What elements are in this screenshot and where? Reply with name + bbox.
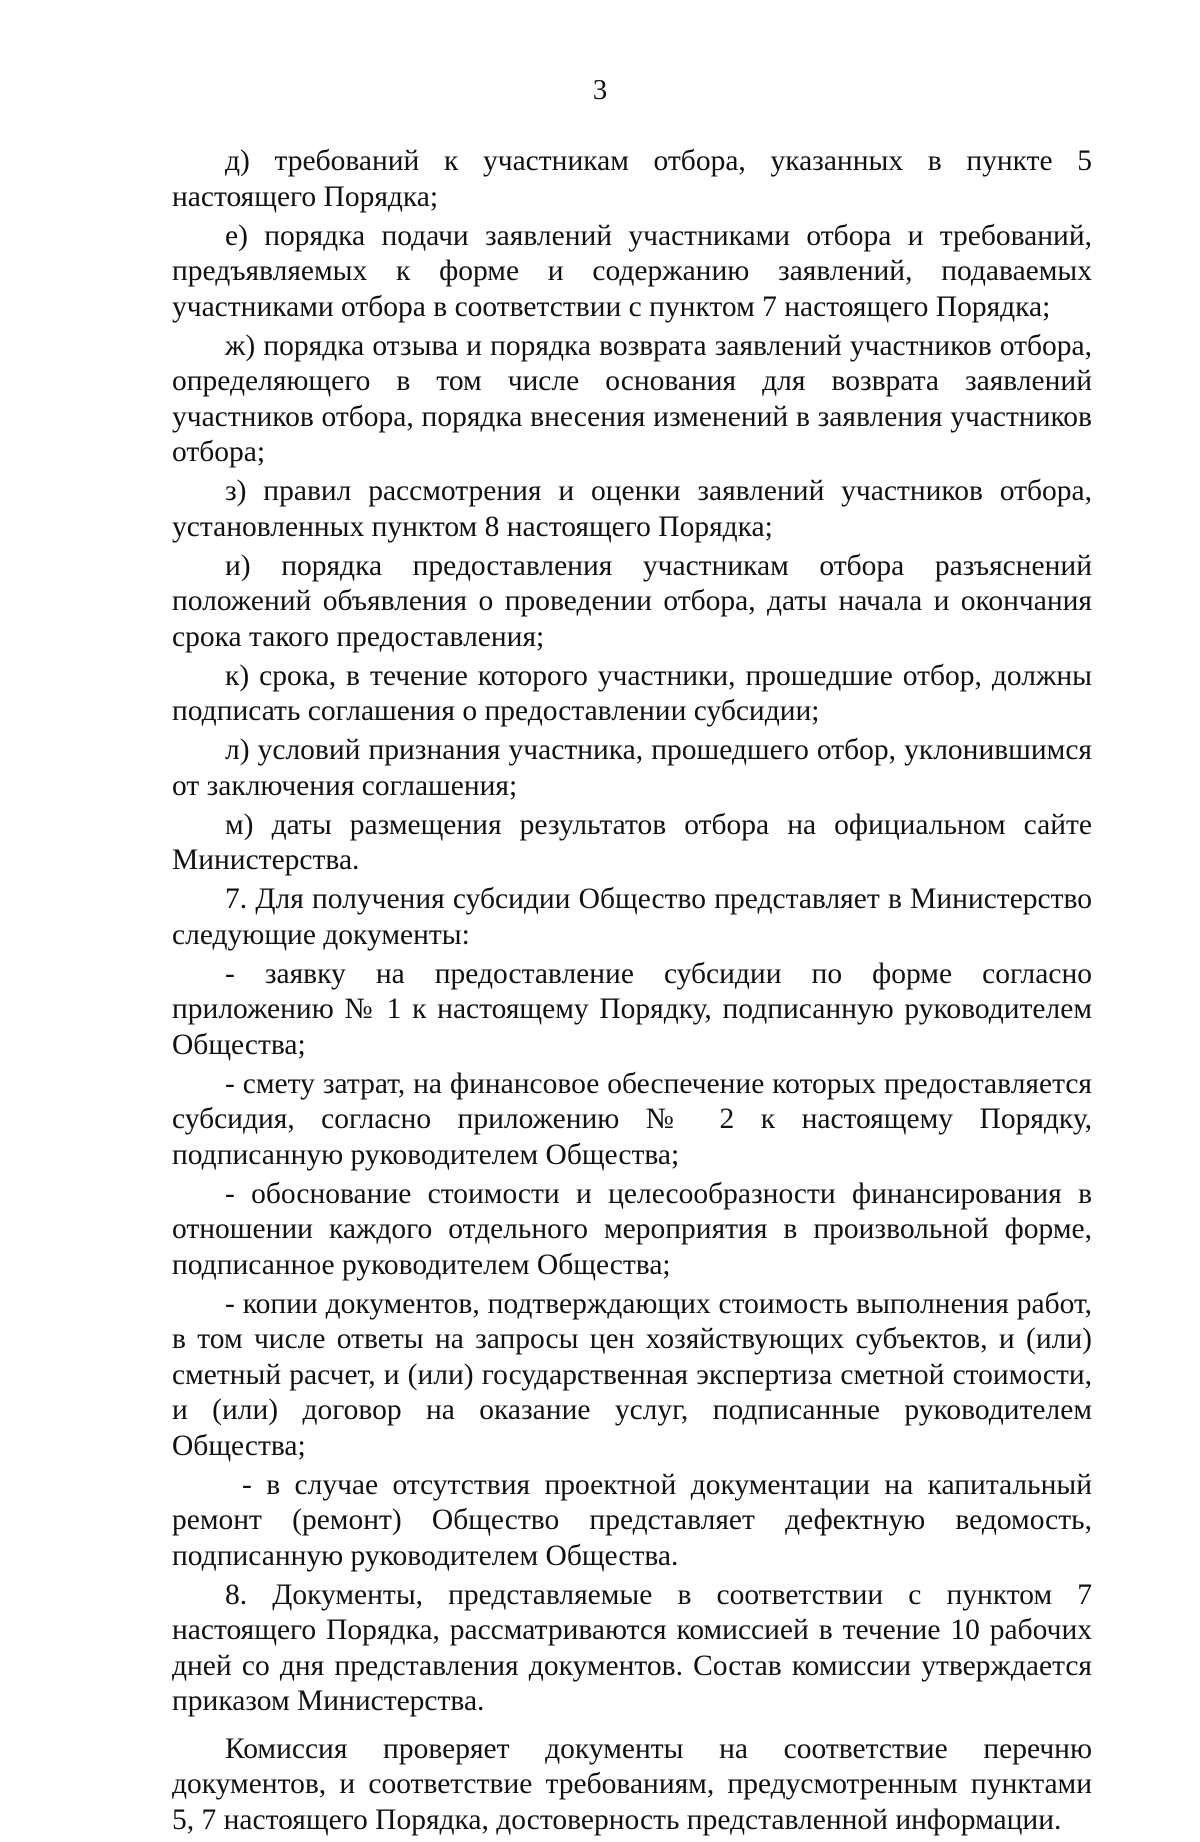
document-list-item-copies: - копии документов, подтверждающих стоимость выполнения работ, в том числе ответы на запросы цен хозяйствующих субъектов, и (или) сметный расчет, и (или) государственная экспертиза сметной стоимости, и (или) договор на оказание услуг, подписанные руководителем Общества; xyxy=(172,1287,1092,1462)
paragraph-item-z: з) правил рассмотрения и оценки заявлений участников отбора, установленных пунктом 8 настоящего Порядка; xyxy=(172,475,1092,543)
document-body xyxy=(172,144,1092,1842)
paragraph-item-m: м) даты размещения результатов отбора на официальном сайте Министерства. xyxy=(172,808,1092,876)
document-list-item-application: - заявку на предоставление субсидии по форме согласно приложению № 1 к настоящему Порядку, подписанную руководителем Общества; xyxy=(172,957,1092,1061)
paragraph-commission-check: Комиссия проверяет документы на соответствие перечню документов, и соответствие требованиям, предусмотренным пунктами 5, 7 настоящего Порядка, достоверность представленной информации. xyxy=(172,1732,1092,1836)
document-list-item-cost-estimate: - смету затрат, на финансовое обеспечение которых предоставляется субсидия, согласно приложению № 2 к настоящему Порядку, подписанную руководителем Общества; xyxy=(172,1067,1092,1171)
paragraph-item-zh: ж) порядка отзыва и порядка возврата заявлений участников отбора, определяющего в том числе основания для возврата заявлений участников отбора, порядка внесения изменений в заявления участников отбора; xyxy=(172,329,1092,468)
document-list-item-justification: - обоснование стоимости и целесообразности финансирования в отношении каждого отдельного мероприятия в произвольной форме, подписанное руководителем Общества; xyxy=(172,1177,1092,1281)
document-list-item-defect-statement: - в случае отсутствия проектной документации на капитальный ремонт (ремонт) Общество представляет дефектную ведомость, подписанную руководителем Общества. xyxy=(172,1468,1092,1572)
paragraph-item-i: и) порядка предоставления участникам отбора разъяснений положений объявления о проведении отбора, даты начала и окончания срока такого предоставления; xyxy=(172,549,1092,653)
paragraph-item-k: к) срока, в течение которого участники, прошедшие отбор, должны подписать соглашения о предоставлении субсидии; xyxy=(172,659,1092,727)
page-number: 3 xyxy=(592,74,608,106)
paragraph-item-e: е) порядка подачи заявлений участниками отбора и требований, предъявляемых к форме и содержанию заявлений, подаваемых участниками отбора в соответствии с пунктом 7 настоящего Порядка; xyxy=(172,219,1092,323)
paragraph-item-d: д) требований к участникам отбора, указанных в пункте 5 настоящего Порядка; xyxy=(172,145,1092,213)
paragraph-clause-8: 8. Документы, представляемые в соответствии с пунктом 7 настоящего Порядка, рассматриваются комиссией в течение 10 рабочих дней со дня представления документов. Состав комиссии утверждается приказом Министерства. xyxy=(172,1578,1092,1717)
paragraph-item-l: л) условий признания участника, прошедшего отбор, уклонившимся от заключения соглашения; xyxy=(172,734,1092,802)
paragraph-clause-7: 7. Для получения субсидии Общество представляет в Министерство следующие документы: xyxy=(172,883,1092,951)
